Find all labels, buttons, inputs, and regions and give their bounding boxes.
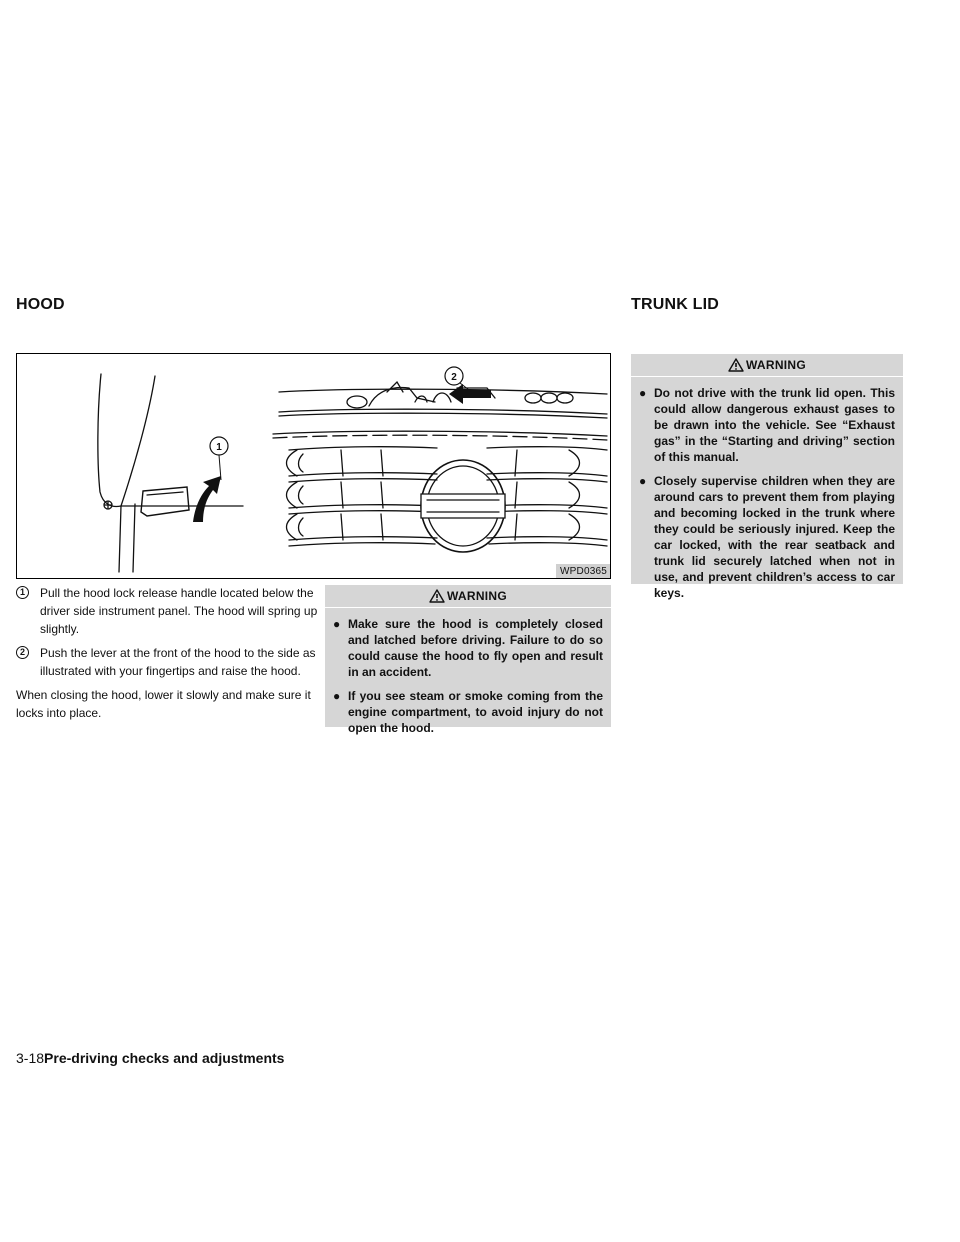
trunk-warning-box <box>631 354 903 600</box>
step-text-1: Pull the hood lock release handle located below the driver side instrument panel. The hood will spring up slightly. <box>40 586 318 636</box>
trunk-warning-item-1 <box>639 385 895 465</box>
hood-warning-text-2: If you see steam or smoke coming from the engine compartment, to avoid injury do not open the hood. <box>348 689 603 735</box>
warning-triangle-icon <box>728 358 744 372</box>
hood-warning-header <box>325 585 611 608</box>
hood-warning-title: WARNING <box>446 589 508 603</box>
page-number: 3-18 <box>16 1050 45 1066</box>
step-number-1: 1 <box>16 586 29 599</box>
step-number-2: 2 <box>16 646 29 659</box>
hood-illustration-drawing <box>17 354 609 577</box>
bullet-icon: ● <box>639 474 647 488</box>
figure-code: WPD0365 <box>556 564 610 578</box>
section-title-hood: HOOD <box>16 296 65 313</box>
hood-warning-box <box>325 585 611 735</box>
chapter-title: Pre-driving checks and adjustments <box>44 1050 285 1066</box>
hood-release-illustration <box>16 353 611 579</box>
trunk-warning-text-2: Closely supervise children when they are around cars to prevent them from playing and becoming locked in the trunk where they could be seriously injured. Keep the car locked, with the rear seatback and trunk lid securely latched when not in use, and prevent children’s access to car keys. <box>654 474 895 600</box>
callout-1-label: 1 <box>216 442 222 453</box>
hood-closing-paragraph: When closing the hood, lower it slowly and make sure it locks into place. <box>16 688 311 720</box>
section-title-trunk-lid: TRUNK LID <box>631 296 720 313</box>
hood-step-2 <box>16 644 318 680</box>
step-text-2: Push the lever at the front of the hood to the side as illustrated with your fingertips and raise the hood. <box>40 646 316 678</box>
hood-warning-item-2 <box>333 688 603 736</box>
trunk-warning-text-1: Do not drive with the trunk lid open. This could allow dangerous exhaust gases to be drawn into the vehicle. See “Exhaust gas” in the “Starting and driving” section of this manual. <box>654 386 895 464</box>
page-footer <box>16 1050 284 1066</box>
hood-warning-item-1 <box>333 616 603 680</box>
trunk-warning-header <box>631 354 903 377</box>
warning-triangle-icon <box>429 589 445 603</box>
bullet-icon: ● <box>333 689 341 703</box>
trunk-warning-title: WARNING <box>745 358 807 372</box>
hood-step-1 <box>16 584 318 638</box>
hood-warning-text-1: Make sure the hood is completely closed and latched before driving. Failure to do so could cause the hood to fly open and result in an accident. <box>348 617 603 679</box>
hood-instructions <box>16 584 318 722</box>
trunk-warning-item-2 <box>639 473 895 601</box>
bullet-icon: ● <box>639 386 647 400</box>
callout-2-label: 2 <box>451 372 457 383</box>
bullet-icon: ● <box>333 617 341 631</box>
